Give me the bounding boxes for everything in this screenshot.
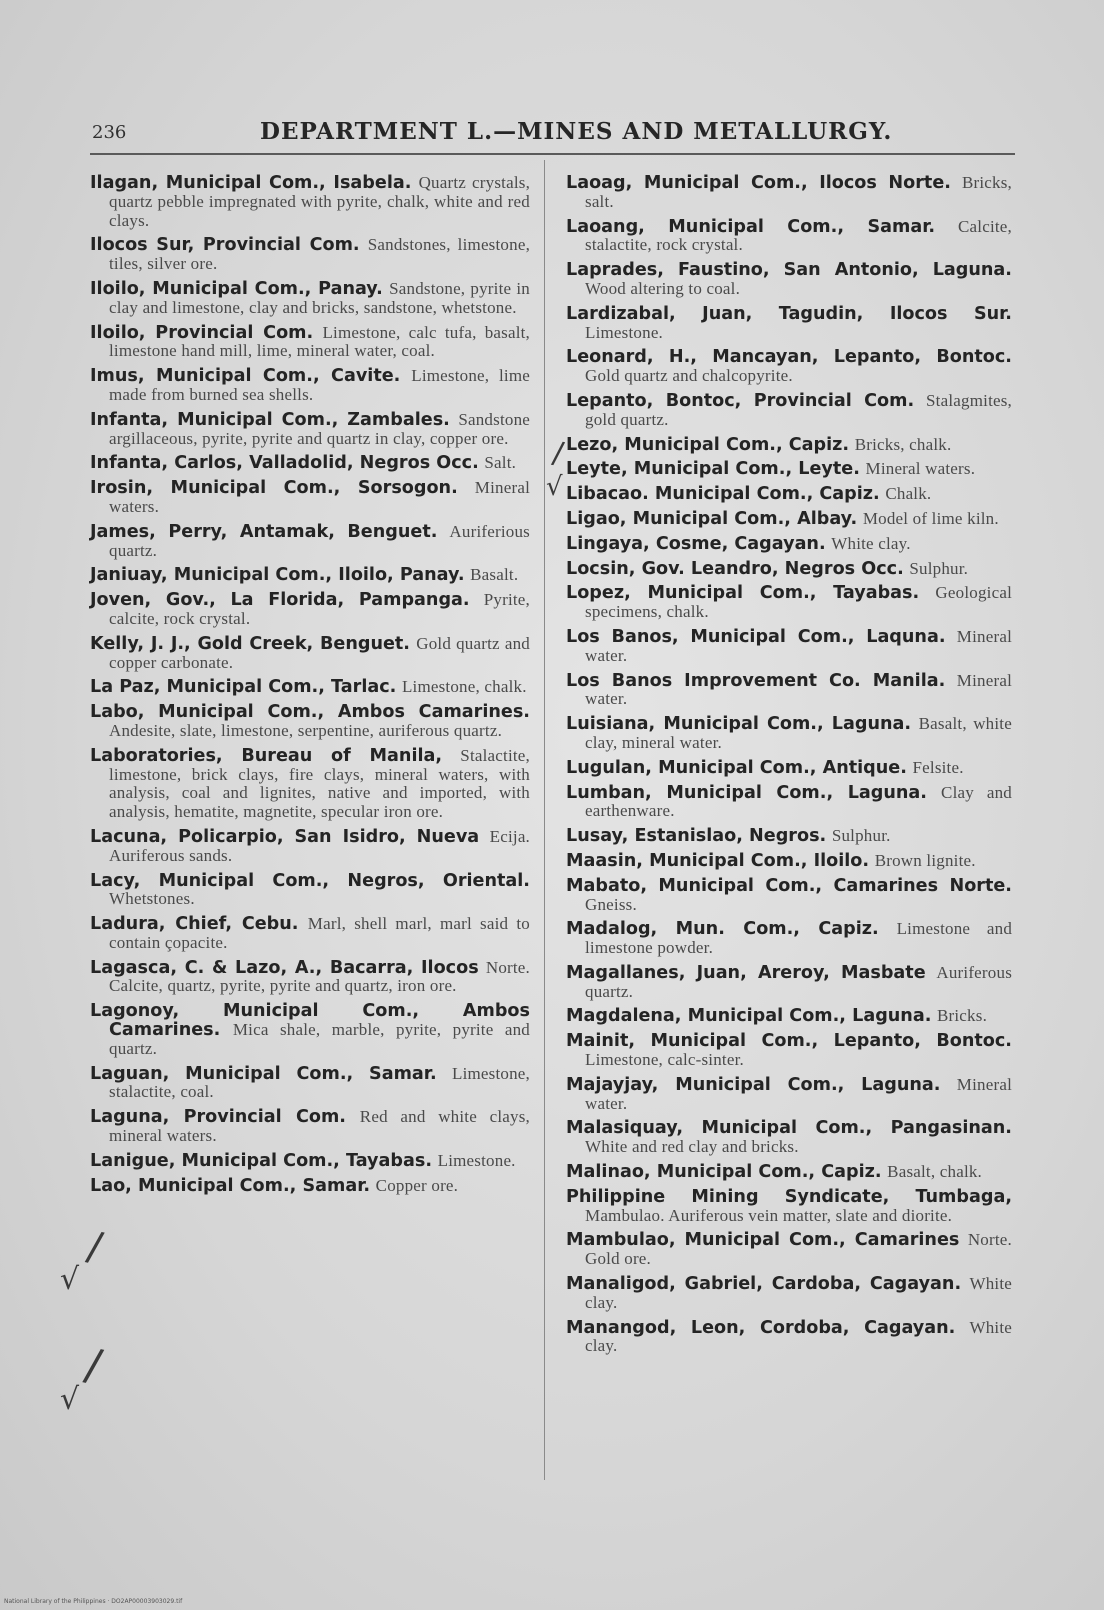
entry-name: Libacao. Municipal Com., Capiz. <box>566 484 880 505</box>
running-title: DEPARTMENT L.—MINES AND METALLURGY. <box>260 118 893 145</box>
entry-description: Sandstones, limestone, tiles, silver ore. <box>109 235 531 274</box>
entry <box>566 535 1012 554</box>
entry-description: Mineral water. <box>585 1074 1012 1113</box>
entry <box>90 523 530 561</box>
entry-description: Wood altering to coal. <box>585 278 741 298</box>
entry-name: Lardizabal, Juan, Tagudin, Ilocos Sur. <box>566 303 1012 324</box>
entry-description: Limestone, calc-sinter. <box>585 1050 744 1070</box>
entry-description: Mineral water. <box>585 626 1012 665</box>
column-divider <box>544 160 545 1480</box>
entry <box>90 959 530 997</box>
entry-name: Lumban, Municipal Com., Laguna. <box>566 782 927 803</box>
entry-name: Malasiquay, Municipal Com., Pangasinan. <box>566 1118 1012 1139</box>
entry <box>566 920 1012 958</box>
entry-description: Bricks. <box>936 1006 988 1026</box>
entry <box>566 1119 1012 1157</box>
entry-name: Iloilo, Provincial Com. <box>90 322 314 343</box>
entry-name: Ilagan, Municipal Com., Isabela. <box>90 173 412 193</box>
entry-name: Lacuna, Policarpio, San Isidro, Nueva <box>90 826 480 847</box>
entry <box>90 1002 530 1058</box>
entry <box>566 460 1012 479</box>
entry-name: Laprades, Faustino, San Antonio, Laguna. <box>566 260 1012 281</box>
entry-name: Infanta, Municipal Com., Zambales. <box>90 409 450 430</box>
entry-description: Limestone, calc tufa, basalt, limestone hand mill, lime, mineral water, coal. <box>109 322 530 361</box>
entry <box>90 1108 530 1146</box>
entry <box>90 280 530 318</box>
entry-name: Lugulan, Municipal Com., Antique. <box>566 757 907 778</box>
entry-name: Manangod, Leon, Cordoba, Cagayan. <box>566 1317 956 1338</box>
pencil-stroke: / <box>80 1339 106 1392</box>
entry-name: James, Perry, Antamak, Benguet. <box>90 521 438 542</box>
entry <box>566 560 1012 579</box>
entry-name: Laoang, Municipal Com., Samar. <box>566 216 936 237</box>
entry-description: Norte. Gold ore. <box>585 1230 1012 1269</box>
entry-description: Gneiss. <box>585 894 637 914</box>
entry-name: Mainit, Municipal Com., Lepanto, Bontoc. <box>566 1031 1012 1052</box>
entry <box>566 964 1012 1002</box>
entry <box>90 566 530 585</box>
header-rule <box>90 153 1015 155</box>
entry <box>90 1065 530 1103</box>
entry-name: Magdalena, Municipal Com., Laguna. <box>566 1006 932 1027</box>
entry-name: Infanta, Carlos, Valladolid, Negros Occ. <box>90 453 479 474</box>
entry-description: Auriferous quartz. <box>585 962 1013 1001</box>
entry-name: Philippine Mining Syndicate, Tumbaga, <box>566 1186 1012 1207</box>
entry-description: Gold quartz and copper carbonate. <box>109 633 530 672</box>
entry-description: Mambulao. Auriferous vein matter, slate and diorite. <box>585 1205 953 1225</box>
entry <box>566 877 1012 915</box>
entry <box>90 367 530 405</box>
entry-description: Geological specimens, chalk. <box>585 583 1012 622</box>
entry-description: Sulphur. <box>909 558 969 578</box>
entry-description: Limestone. <box>437 1150 516 1170</box>
entry <box>566 1032 1012 1070</box>
entry-description: Sandstone, pyrite in clay and limestone, clay and bricks, sandstone, whetstone. <box>109 278 530 317</box>
entry-description: Basalt. <box>470 565 519 585</box>
entry-description: Calcite, stalactite, rock crystal. <box>585 216 1012 255</box>
entry <box>90 236 530 274</box>
entry <box>90 479 530 517</box>
right-column <box>566 174 1012 1362</box>
entry <box>566 672 1012 710</box>
entry <box>566 485 1012 504</box>
entry <box>566 827 1012 846</box>
entry-description: Gold quartz and chalcopyrite. <box>585 366 793 386</box>
entry-name: Madalog, Mun. Com., Capiz. <box>566 919 879 940</box>
check-mark: √ <box>60 1262 80 1297</box>
entry-name: Lanigue, Municipal Com., Tayabas. <box>90 1150 433 1171</box>
entry-name: Lingaya, Cosme, Cagayan. <box>566 533 826 554</box>
entry-name: Locsin, Gov. Leandro, Negros Occ. <box>566 558 904 579</box>
entry-name: Janiuay, Municipal Com., Iloilo, Panay. <box>90 565 465 586</box>
entry-description: Marl, shell marl, marl said to contain çopacite. <box>109 914 530 952</box>
entry <box>566 1076 1012 1114</box>
entry-name: Laboratories, Bureau of Manila, <box>90 745 443 766</box>
entry-name: Imus, Municipal Com., Cavite. <box>90 366 401 387</box>
entry-name: Manaligod, Gabriel, Cardoba, Cagayan. <box>566 1274 962 1295</box>
entry-description: Norte. Calcite, quartz, pyrite, pyrite and quartz, iron ore. <box>109 957 531 996</box>
entry-name: Majayjay, Municipal Com., Laguna. <box>566 1074 941 1095</box>
entry <box>566 436 1012 455</box>
entry <box>566 1188 1012 1226</box>
entry-description: Stalactite, limestone, brick clays, fire clays, mineral waters, with analysis, coal and lignites, native and imported, with analysis, hematite, magnetite, specular iron ore. <box>109 745 530 822</box>
entry-description: Limestone. <box>585 322 664 342</box>
entry-description: Basalt, white clay, mineral water. <box>585 714 1012 752</box>
entry-description: Mineral waters. <box>109 478 531 516</box>
entry-name: Lusay, Estanislao, Negros. <box>566 826 827 847</box>
entry-description: Whetstones. <box>109 889 195 909</box>
entry <box>90 703 530 741</box>
entry-description: Limestone, stalactite, coal. <box>109 1063 530 1102</box>
entry-description: Limestone, lime made from burned sea shells. <box>109 366 530 404</box>
entry <box>90 324 530 362</box>
entry-description: Bricks, salt. <box>585 173 1013 211</box>
entry-name: Los Banos, Municipal Com., Laquna. <box>566 626 946 647</box>
entry-name: Mambulao, Municipal Com., Camarines <box>566 1230 960 1251</box>
entry-description: Mineral water. <box>585 670 1012 709</box>
check-mark: √ <box>60 1382 80 1417</box>
entry <box>566 305 1012 343</box>
entry-name: Lepanto, Bontoc, Provincial Com. <box>566 390 915 411</box>
page-number: 236 <box>92 122 127 143</box>
entry-description: Pyrite, calcite, rock crystal. <box>109 590 530 628</box>
entry-description: Limestone and limestone powder. <box>585 919 1013 958</box>
entry <box>566 1231 1012 1269</box>
entry <box>566 1275 1012 1313</box>
entry <box>566 759 1012 778</box>
entry <box>90 872 530 910</box>
entry <box>566 1319 1012 1357</box>
page-header <box>90 118 1015 152</box>
entry-name: Mabato, Municipal Com., Camarines Norte. <box>566 875 1012 896</box>
entry <box>566 218 1012 256</box>
entry <box>90 747 530 822</box>
entry-name: Luisiana, Municipal Com., Laguna. <box>566 714 912 735</box>
entry-description: Brown lignite. <box>874 850 976 870</box>
entry-description: Felsite. <box>912 757 964 777</box>
entry-name: Ligao, Municipal Com., Albay. <box>566 508 858 529</box>
entry-name: Kelly, J. J., Gold Creek, Benguet. <box>90 633 410 654</box>
pencil-stroke: / <box>83 1223 107 1271</box>
entry-name: Ilocos Sur, Provincial Com. <box>90 235 360 256</box>
entry <box>566 715 1012 753</box>
entry <box>90 678 530 697</box>
entry-description: White clay. <box>831 533 911 553</box>
entry-name: La Paz, Municipal Com., Tarlac. <box>90 677 397 698</box>
entry-name: Leyte, Municipal Com., Leyte. <box>566 459 860 480</box>
pencil-stroke: / <box>550 435 567 472</box>
entry-description: White and red clay and bricks. <box>585 1137 799 1157</box>
entry <box>566 1007 1012 1026</box>
entry <box>90 174 530 230</box>
entry <box>566 1163 1012 1182</box>
entry-name: Irosin, Municipal Com., Sorsogon. <box>90 478 458 499</box>
entry <box>90 915 530 953</box>
entry <box>566 174 1012 212</box>
entry-name: Magallanes, Juan, Areroy, Masbate <box>566 962 926 983</box>
entry-name: Laoag, Municipal Com., Ilocos Norte. <box>566 173 951 193</box>
entry-description: Chalk. <box>885 484 932 504</box>
entry-name: Lagonoy, Municipal Com., Ambos Camarines. <box>90 1001 530 1041</box>
entry-description: Andesite, slate, limestone, serpentine, auriferous quartz. <box>109 720 503 740</box>
entry <box>90 411 530 449</box>
entry-description: Bricks, chalk. <box>854 434 952 454</box>
entry-name: Lezo, Municipal Com., Capiz. <box>566 434 850 455</box>
entry-name: Laguan, Municipal Com., Samar. <box>90 1063 437 1084</box>
entry <box>90 591 530 629</box>
entry-name: Laguna, Provincial Com. <box>90 1107 346 1128</box>
entry-name: Leonard, H., Mancayan, Lepanto, Bontoc. <box>566 347 1012 368</box>
entry-description: Red and white clays, mineral waters. <box>109 1107 530 1146</box>
entry <box>566 584 1012 622</box>
entry <box>90 1152 530 1171</box>
entry-name: Los Banos Improvement Co. Manila. <box>566 670 946 691</box>
entry-name: Lao, Municipal Com., Samar. <box>90 1175 371 1196</box>
entry-name: Maasin, Municipal Com., Iloilo. <box>566 850 870 871</box>
entry-description: Copper ore. <box>375 1175 459 1195</box>
entry-description: White clay. <box>585 1317 1013 1356</box>
entry-description: Salt. <box>484 453 517 473</box>
entry <box>90 1177 530 1196</box>
entry-description: Model of lime kiln. <box>862 508 999 528</box>
entry-description: Sulphur. <box>831 826 891 846</box>
entry-name: Ladura, Chief, Cebu. <box>90 914 299 935</box>
entry <box>566 784 1012 822</box>
scan-footer-note: National Library of the Philippines · DO2AP00003903029.tif <box>4 1598 183 1605</box>
entry-description: Mineral waters. <box>865 459 976 479</box>
entry-description: Mica shale, marble, pyrite, pyrite and quartz. <box>109 1020 531 1058</box>
entry-name: Lagasca, C. & Lazo, A., Bacarra, Ilocos <box>90 957 479 978</box>
entry-name: Malinao, Municipal Com., Capiz. <box>566 1162 882 1183</box>
entry-description: Basalt, chalk. <box>887 1162 983 1182</box>
entry-description: White clay. <box>585 1274 1012 1312</box>
entry <box>566 852 1012 871</box>
left-column <box>90 174 530 1201</box>
entry <box>566 392 1012 430</box>
entry <box>90 828 530 866</box>
entry <box>566 348 1012 386</box>
entry <box>566 628 1012 666</box>
entry <box>90 454 530 473</box>
entry <box>566 261 1012 299</box>
check-mark: √ <box>546 472 563 502</box>
entry-description: Quartz crystals, quartz pebble impregnated with pyrite, chalk, white and red clays. <box>109 173 531 230</box>
entry-name: Labo, Municipal Com., Ambos Camarines. <box>90 702 530 723</box>
entry-name: Iloilo, Municipal Com., Panay. <box>90 278 383 299</box>
entry-description: Sandstone argillaceous, pyrite, pyrite and quartz in clay, copper ore. <box>109 409 531 448</box>
entry-name: Lacy, Municipal Com., Negros, Oriental. <box>90 870 530 891</box>
entry-description: Ecija. Auriferous sands. <box>109 826 531 865</box>
entry-name: Joven, Gov., La Florida, Pampanga. <box>90 590 470 611</box>
entry-description: Limestone, chalk. <box>401 677 527 697</box>
entry <box>90 635 530 673</box>
entry <box>566 510 1012 529</box>
entry-description: Clay and earthenware. <box>585 782 1012 821</box>
entry-description: Stalagmites, gold quartz. <box>585 390 1013 429</box>
entry-name: Lopez, Municipal Com., Tayabas. <box>566 583 920 604</box>
entry-description: Auriferious quartz. <box>109 521 530 560</box>
